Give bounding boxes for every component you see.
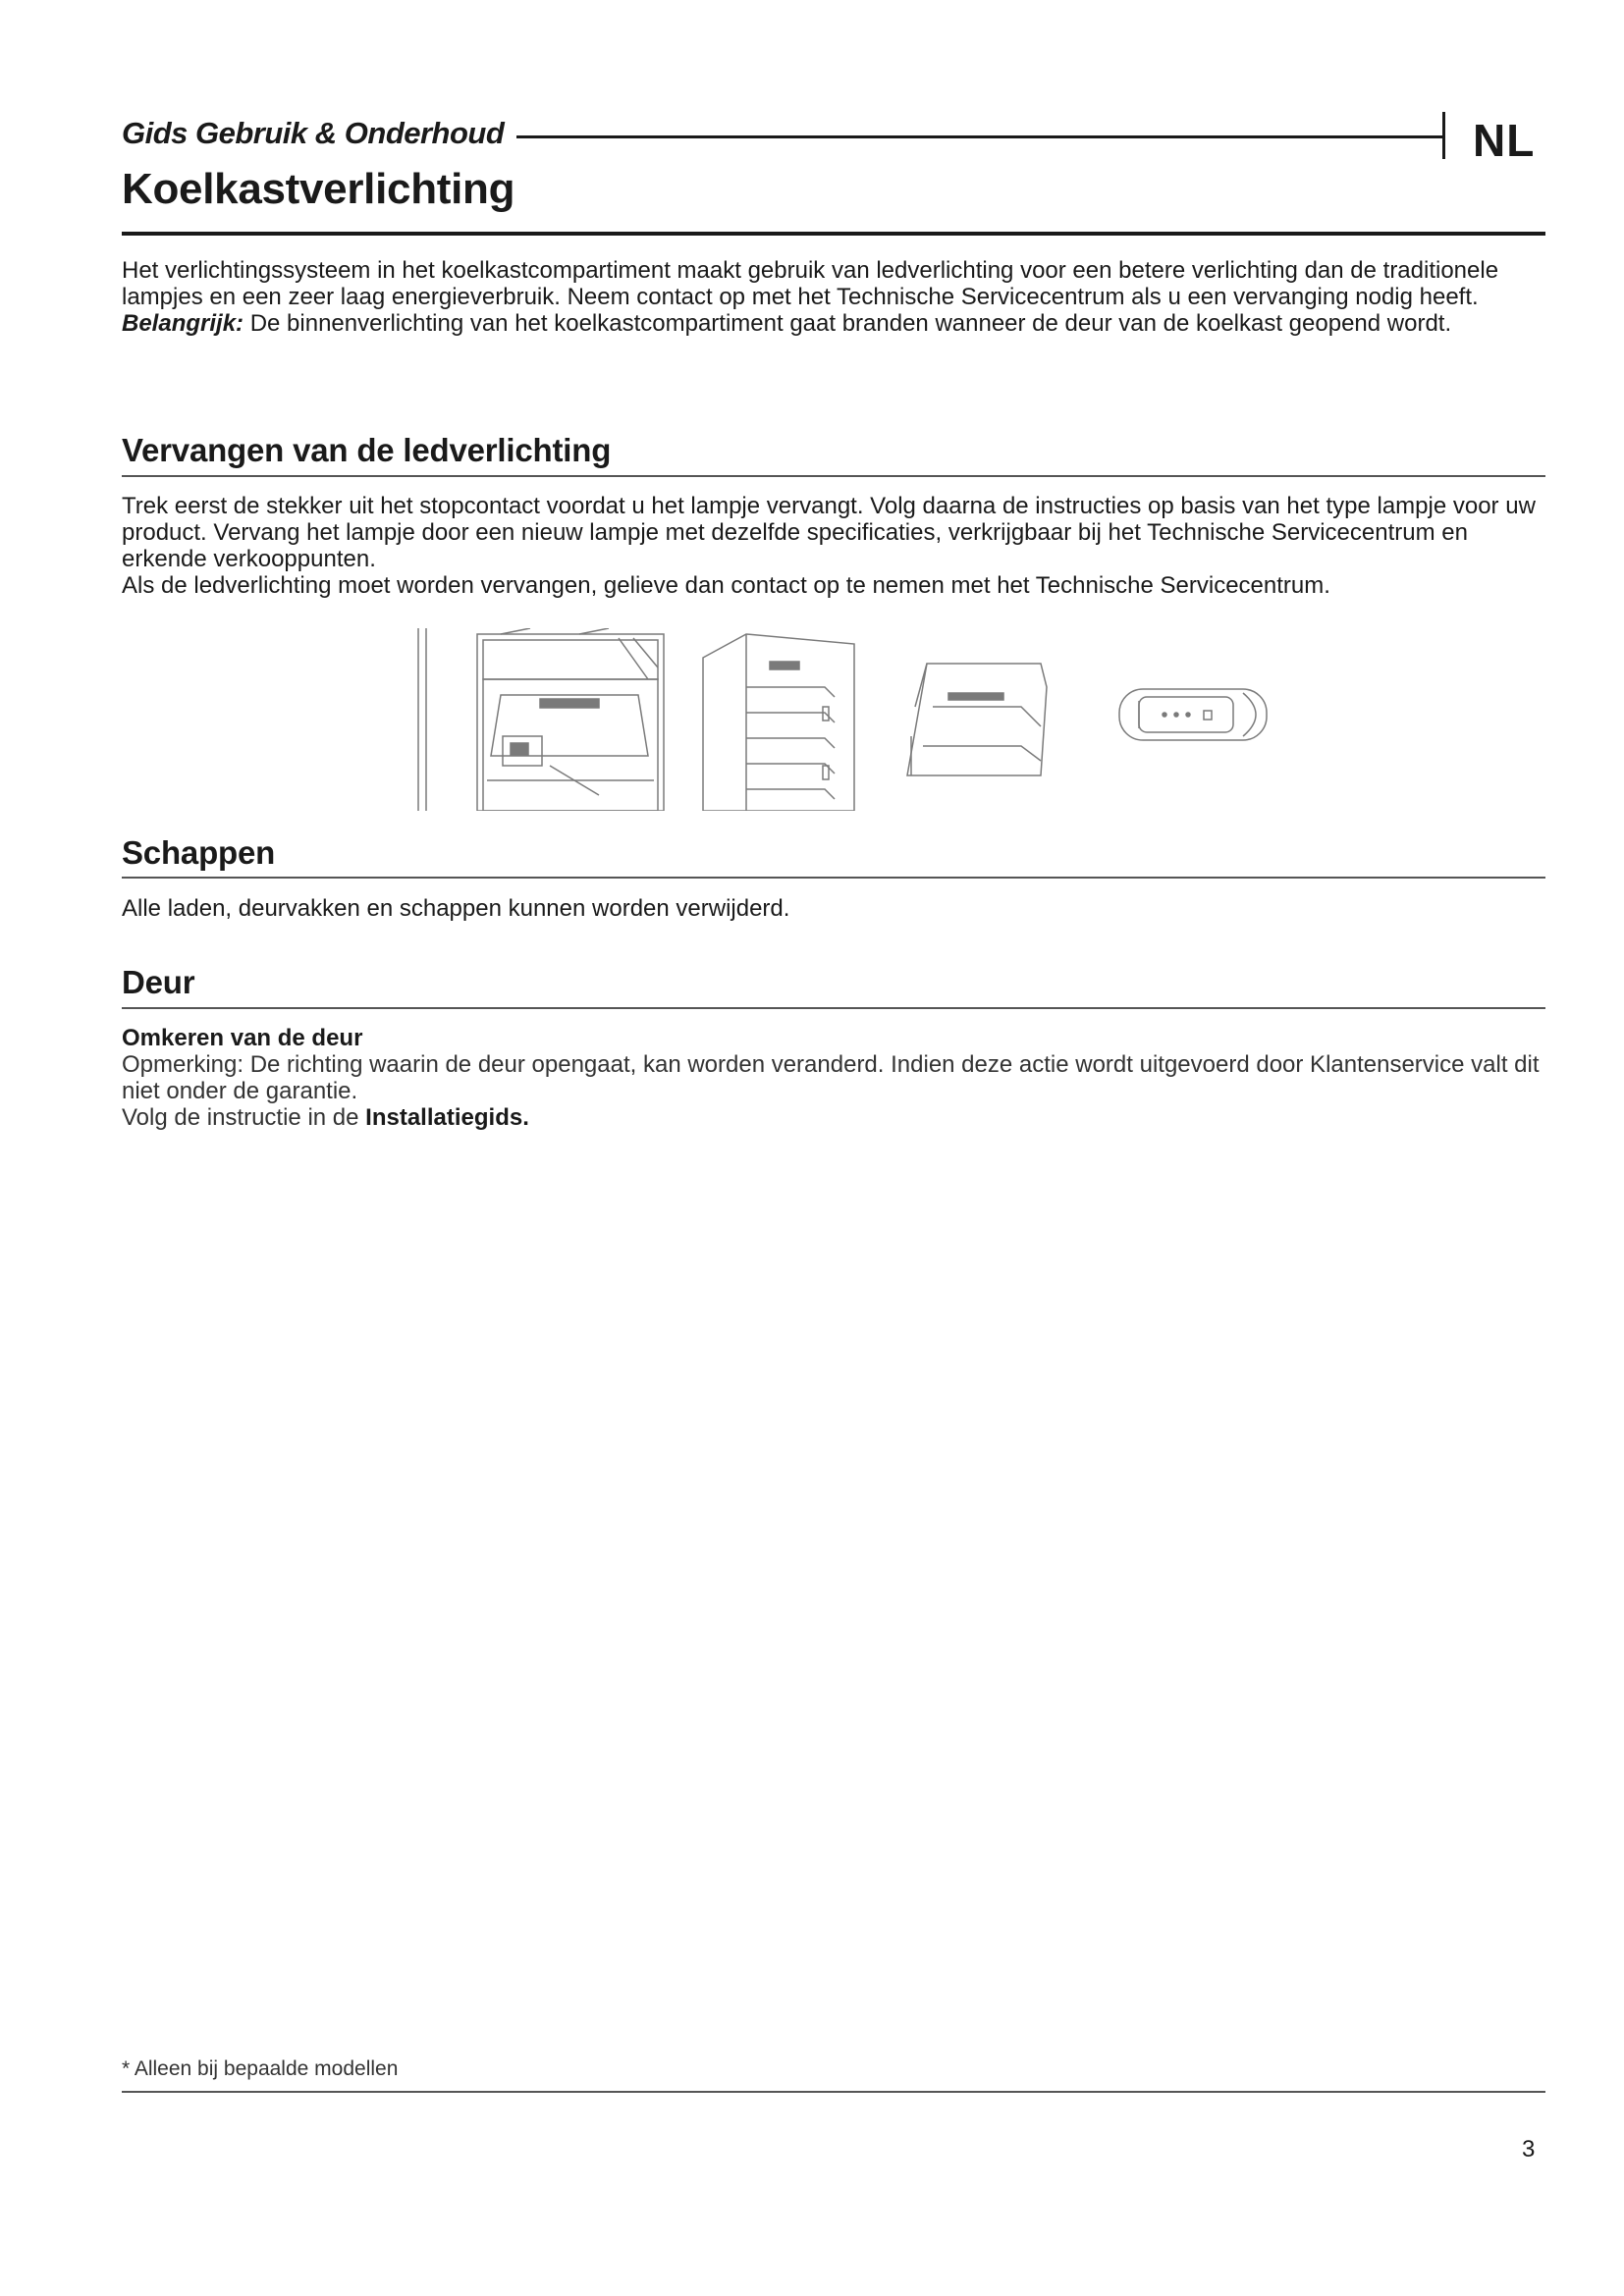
light-housing-illustration [903,628,1051,811]
led-lamp-module-illustration [1100,628,1276,811]
header-divider [516,135,1445,138]
important-note [122,310,1545,337]
section-title-door: Deur [122,964,195,1000]
door-subtitle: Omkeren van de deur [122,1025,363,1051]
shelves-text: Alle laden, deurvakken en schappen kunnen worden verwijderd. [122,895,790,922]
section-title-led: Vervangen van de ledverlichting [122,432,612,468]
door-paragraph [122,1025,1545,1131]
language-code: NL [1473,115,1536,166]
title-divider [122,232,1545,236]
page-number: 3 [1522,2136,1536,2163]
section-title-shelves: Schappen [122,834,276,871]
door-instruction-prefix: Volg de instructie in de [122,1104,366,1131]
important-text: De binnenverlichting van het koelkastcompartiment gaat branden wanneer de deur van de koelkast geopend wordt. [244,310,1452,337]
footer-divider [122,2091,1545,2093]
door-note: Opmerking: De richting waarin de deur opengaat, kan worden veranderd. Indien deze actie wordt uitgevoerd door Klantenservice valt dit niet onder de garantie. [122,1051,1540,1104]
footnote: * Alleen bij bepaalde modellen [122,2057,399,2080]
intro-paragraph [122,257,1545,337]
fridge-interior-illustration [412,628,672,811]
led-paragraph [122,493,1545,599]
led-instructions: Trek eerst de stekker uit het stopcontact voordat u het lampje vervangt. Volg daarna de instructies op basis van het type lampje voor uw product. Vervang het lampje door een nieuw lampje met dezelfde specificaties, verkrijgbaar bij het Technische Servicecentrum en erkende verkooppunten. [122,493,1536,572]
door-instruction [122,1104,1545,1131]
header-divider-tick [1442,112,1445,159]
important-label: Belangrijk: [122,310,244,337]
document-subtitle: Gids Gebruik & Onderhoud [122,116,505,150]
fridge-shelves-illustration [697,628,858,811]
led-contact: Als de ledverlichting moet worden vervangen, gelieve dan contact op te nemen met het Technische Servicecentrum. [122,572,1330,599]
installation-guide-reference: Installatiegids. [365,1104,529,1131]
section-divider-shelves [122,877,1545,879]
led-illustrations [412,628,1276,811]
section-divider-led [122,475,1545,477]
intro-text: Het verlichtingssysteem in het koelkastcompartiment maakt gebruik van ledverlichting voor een betere verlichting dan de traditionele lampjes en een zeer laag energieverbruik. Neem contact op met het Technische Servicecentrum als u een vervanging nodig heeft. [122,257,1499,310]
shelves-paragraph [122,895,1545,922]
section-divider-door [122,1007,1545,1009]
page-title: Koelkastverlichting [122,165,515,213]
